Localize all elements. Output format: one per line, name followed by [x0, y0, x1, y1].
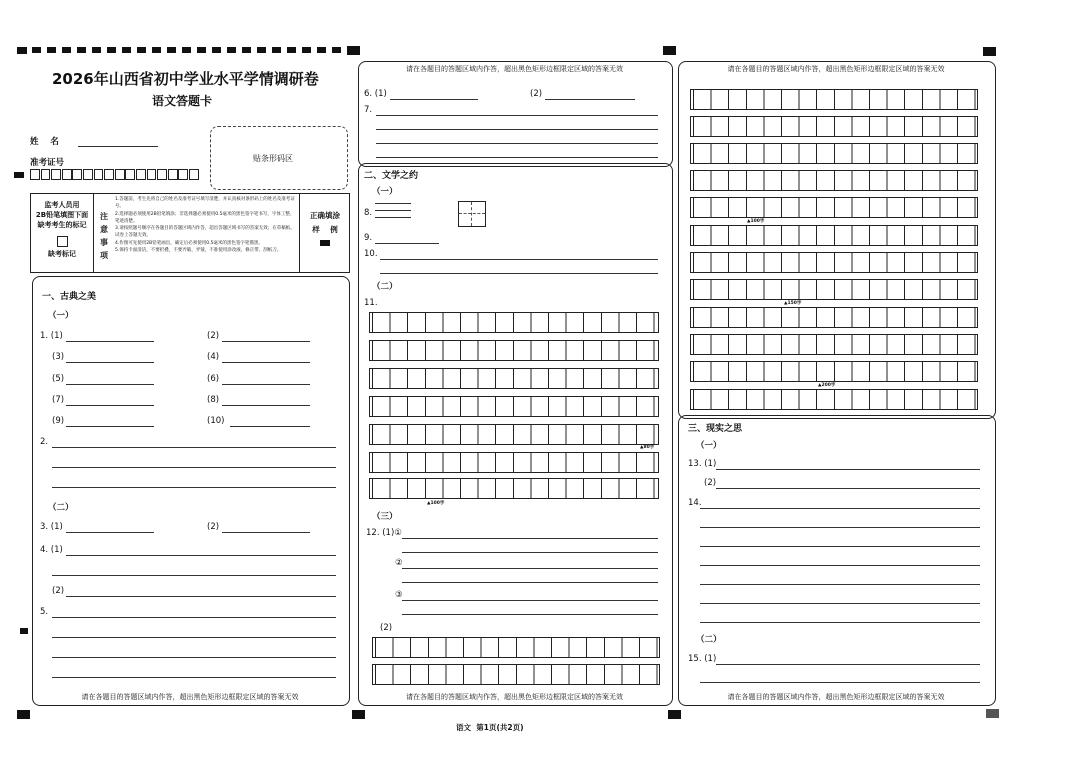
exam-number-digit-box[interactable] — [62, 169, 72, 180]
proctor-instruction — [31, 194, 94, 272]
word-count-marker: ▲80字 — [640, 445, 655, 450]
exam-number-digit-box[interactable] — [189, 169, 199, 180]
exam-number-digit-box[interactable] — [72, 169, 82, 180]
exam-number-digit-box[interactable] — [41, 169, 51, 180]
answer-line[interactable] — [222, 384, 310, 385]
card-subtitle: 语文答题卡 — [152, 94, 213, 108]
subsection-label: （二） — [48, 503, 74, 513]
writing-grid-row[interactable] — [690, 143, 978, 164]
answer-line[interactable] — [716, 488, 980, 489]
answer-line[interactable] — [380, 273, 658, 274]
question-label: 10. — [364, 249, 378, 259]
word-count-marker: ▲150字 — [784, 301, 802, 306]
question-label: ② — [395, 558, 403, 568]
question-label: (2) — [207, 522, 220, 532]
answer-line[interactable] — [66, 405, 154, 406]
writing-grid-row[interactable] — [690, 389, 978, 410]
question-label: 8. — [364, 208, 373, 218]
answer-line[interactable] — [66, 384, 154, 385]
answer-line[interactable] — [222, 341, 310, 342]
timing-dash — [242, 47, 251, 53]
question-label: (2) — [704, 478, 717, 488]
proctor-line: 监考人员用 — [44, 201, 80, 209]
exam-number-digit-box[interactable] — [94, 169, 104, 180]
answer-line[interactable] — [700, 565, 980, 566]
sample-label: 样 例 — [312, 225, 338, 234]
answer-panel-middle-top — [358, 61, 673, 167]
writing-grid-row[interactable] — [369, 396, 659, 417]
writing-grid-row[interactable] — [690, 361, 978, 382]
answer-line[interactable] — [402, 582, 658, 583]
answer-line[interactable] — [52, 575, 336, 576]
writing-grid-row[interactable] — [690, 279, 978, 300]
subsection-label: （一） — [372, 187, 398, 197]
answer-line[interactable] — [700, 682, 980, 683]
answer-line[interactable] — [700, 603, 980, 604]
answer-line[interactable] — [52, 487, 336, 488]
exam-number-digit-box[interactable] — [178, 169, 188, 180]
page-footer: 语文 第1页(共2页) — [456, 723, 524, 732]
note-item: 2.选择题必须使用2B铅笔填涂；非选择题必须使用0.5毫米的黑色签字笔书写，字体工整、笔迹清楚。 — [115, 211, 295, 224]
timing-dash — [167, 47, 176, 53]
question-label: (2) — [530, 89, 543, 99]
note-item: 1.答题前，考生先将自己的姓名及准考证号填写清楚，并认真核对条形码上的姓名及准考证号。 — [115, 197, 295, 210]
subsection-label: （三） — [372, 512, 398, 522]
notes-heading-char: 项 — [100, 251, 108, 260]
writing-grid-row[interactable] — [369, 312, 659, 333]
timing-mark — [668, 710, 681, 719]
timing-mark — [986, 709, 999, 718]
timing-mark — [983, 47, 996, 56]
answer-line[interactable] — [700, 622, 980, 623]
answer-line[interactable] — [52, 637, 336, 638]
answer-line[interactable] — [700, 508, 980, 509]
timing-mark — [17, 47, 27, 54]
answer-line[interactable] — [66, 426, 154, 427]
char-grid-box[interactable] — [458, 201, 486, 227]
timing-dash — [92, 47, 101, 53]
timing-dash — [332, 47, 341, 53]
timing-dash — [287, 47, 296, 53]
question-label: (2) — [52, 586, 65, 596]
section-reality: 三、现实之思 — [688, 424, 743, 434]
barcode-area-label: 贴条形码区 — [253, 154, 293, 163]
question-label: (3) — [52, 352, 65, 362]
boundary-notice: 请在各题目的答题区域内作答，超出黑色矩形边框限定区域的答案无效 — [81, 693, 299, 701]
answer-line[interactable] — [222, 362, 310, 363]
name-label: 姓 名 — [30, 137, 59, 147]
exam-number-digit-box[interactable] — [51, 169, 61, 180]
writing-grid-row[interactable] — [690, 307, 978, 328]
timing-dash — [272, 47, 281, 53]
timing-dash — [77, 47, 86, 53]
answer-line[interactable] — [222, 405, 310, 406]
notes-heading — [97, 210, 111, 262]
boundary-notice: 请在各题目的答题区域内作答，超出黑色矩形边框限定区域的答案无效 — [727, 693, 945, 701]
question-label: 13. (1) — [688, 459, 717, 469]
name-field[interactable] — [78, 146, 158, 147]
writing-grid-row[interactable] — [369, 452, 659, 473]
answer-line[interactable] — [375, 203, 411, 204]
answer-line[interactable] — [402, 614, 658, 615]
answer-line[interactable] — [376, 115, 658, 116]
exam-number-digit-box[interactable] — [157, 169, 167, 180]
timing-dash — [62, 47, 71, 53]
proctor-box — [30, 193, 350, 273]
writing-grid-row[interactable] — [690, 225, 978, 246]
answer-line[interactable] — [52, 447, 336, 448]
timing-dash — [137, 47, 146, 53]
answer-line[interactable] — [66, 532, 154, 533]
sample-box — [299, 194, 350, 272]
question-label: (2) — [207, 331, 220, 341]
answer-line[interactable] — [375, 210, 411, 211]
subsection-label: （二） — [372, 282, 398, 292]
timing-dash — [122, 47, 131, 53]
question-label: (5) — [52, 374, 65, 384]
answer-line[interactable] — [52, 617, 336, 618]
timing-dash — [257, 47, 266, 53]
word-count-marker: ▲100字 — [747, 219, 765, 224]
barcode-area — [210, 126, 348, 190]
timing-dash — [317, 47, 326, 53]
writing-grid-row[interactable] — [690, 252, 978, 273]
notes-heading-char: 注 — [100, 212, 108, 221]
question-label: 3. (1) — [40, 522, 63, 532]
exam-number-digit-box[interactable] — [136, 169, 146, 180]
question-label: (10) — [207, 416, 225, 426]
subsection-label: （一） — [696, 441, 722, 451]
answer-line[interactable] — [376, 157, 658, 158]
question-label: 1. (1) — [40, 331, 63, 341]
question-label: (7) — [52, 395, 65, 405]
timing-dash — [227, 47, 236, 53]
exam-number-digit-box[interactable] — [147, 169, 157, 180]
answer-line[interactable] — [52, 657, 336, 658]
exam-number-label: 准考证号 — [30, 158, 65, 168]
writing-grid-row[interactable] — [690, 116, 978, 137]
answer-line[interactable] — [380, 259, 658, 260]
writing-grid-row[interactable] — [690, 89, 978, 110]
absence-checkbox[interactable] — [57, 236, 68, 247]
timing-mark — [352, 710, 365, 719]
notes-heading-char: 事 — [100, 238, 108, 247]
timing-dash — [182, 47, 191, 53]
filled-sample-mark — [320, 240, 330, 246]
answer-line[interactable] — [66, 362, 154, 363]
answer-line[interactable] — [700, 546, 980, 547]
writing-grid-row[interactable] — [690, 197, 978, 218]
boundary-notice: 请在各题目的答题区域内作答，超出黑色矩形边框限定区域的答案无效 — [727, 65, 945, 73]
sample-label: 正确填涂 — [310, 211, 340, 220]
subsection-label: （一） — [48, 311, 74, 321]
question-label: 4. (1) — [40, 545, 63, 555]
timing-dash — [152, 47, 161, 53]
timing-dash — [47, 47, 56, 53]
section-classical: 一、古典之美 — [42, 292, 97, 302]
answer-line[interactable] — [66, 596, 336, 597]
word-count-marker: ▲100字 — [427, 501, 445, 506]
answer-line[interactable] — [390, 99, 478, 100]
question-label: 12. (1)① — [366, 528, 402, 538]
question-label: (6) — [207, 374, 220, 384]
boundary-notice: 请在各题目的答题区域内作答，超出黑色矩形边框限定区域的答案无效 — [406, 693, 623, 701]
question-label: 2. — [40, 437, 49, 447]
answer-line[interactable] — [52, 467, 336, 468]
answer-line[interactable] — [375, 217, 411, 218]
writing-grid-row[interactable] — [369, 340, 659, 361]
answer-line[interactable] — [66, 555, 336, 556]
answer-line[interactable] — [402, 568, 658, 569]
answer-line[interactable] — [700, 584, 980, 585]
writing-grid-row[interactable] — [372, 637, 660, 658]
writing-grid-row[interactable] — [369, 424, 659, 445]
timing-dash — [107, 47, 116, 53]
notes-list — [115, 196, 297, 254]
absence-mark-label: 缺考标记 — [48, 250, 76, 258]
answer-line[interactable] — [230, 426, 310, 427]
proctor-line: 2B铅笔填图下面 — [35, 211, 89, 219]
boundary-notice: 请在各题目的答题区域内作答，超出黑色矩形边框限定区域的答案无效 — [406, 65, 623, 73]
answer-line[interactable] — [376, 129, 658, 130]
timing-dash — [32, 47, 41, 53]
exam-number-digit-box[interactable] — [104, 169, 114, 180]
question-label: 14. — [688, 498, 702, 508]
timing-dash — [212, 47, 221, 53]
section-literature: 二、文学之约 — [364, 171, 419, 181]
timing-mark — [663, 46, 676, 55]
answer-line[interactable] — [402, 538, 658, 539]
answer-line[interactable] — [376, 143, 658, 144]
exam-number-digit-box[interactable] — [30, 169, 40, 180]
question-label: (2) — [380, 623, 393, 633]
answer-line[interactable] — [545, 99, 635, 100]
timing-mark — [14, 172, 24, 178]
timing-mark — [17, 710, 30, 719]
writing-grid-row[interactable] — [690, 334, 978, 355]
notes-heading-char: 意 — [100, 225, 108, 234]
answer-line[interactable] — [700, 527, 980, 528]
question-label: 9. — [364, 233, 373, 243]
exam-title: 2026年山西省初中学业水平学情调研卷 — [52, 70, 319, 88]
exam-number-digit-box[interactable] — [83, 169, 93, 180]
timing-dash — [197, 47, 206, 53]
writing-grid-row[interactable] — [690, 170, 978, 191]
exam-number-digit-box[interactable] — [168, 169, 178, 180]
exam-number-boxes[interactable] — [30, 169, 210, 181]
word-count-marker: ▲200字 — [818, 383, 836, 388]
question-label: 15. (1) — [688, 654, 717, 664]
answer-line[interactable] — [716, 664, 980, 665]
writing-grid-row[interactable] — [369, 478, 659, 499]
answer-line[interactable] — [375, 243, 439, 244]
writing-grid-row[interactable] — [369, 368, 659, 389]
answer-line[interactable] — [402, 552, 658, 553]
question-label: 7. — [364, 105, 373, 115]
answer-line[interactable] — [402, 600, 658, 601]
question-label: (4) — [207, 352, 220, 362]
note-item: 4.作图可先使用2B铅笔画出，确定后必须使用0.5毫米的黑色签字笔描黑。 — [115, 240, 263, 246]
question-label: 6. (1) — [364, 89, 387, 99]
writing-grid-row[interactable] — [372, 664, 660, 685]
timing-dash — [302, 47, 311, 53]
answer-line[interactable] — [52, 677, 336, 678]
proctor-line: 缺考考生的标记 — [37, 221, 87, 229]
note-item: 3.请按照题号顺序在各题目的答题区域内作答，超出答题区域书写的答案无效；在草稿纸、试卷上答题无效。 — [115, 226, 295, 239]
question-label: 11. — [364, 298, 378, 308]
question-label: (9) — [52, 416, 65, 426]
question-label: (8) — [207, 395, 220, 405]
exam-number-digit-box[interactable] — [115, 169, 125, 180]
subsection-label: （二） — [696, 635, 722, 645]
timing-mark — [20, 628, 28, 634]
question-label: 5. — [40, 607, 49, 617]
answer-line[interactable] — [66, 341, 154, 342]
note-item: 5.保持卡面清洁，不要折叠，不要弄破、弄皱，不准使用涂改液、修正带、刮纸刀。 — [115, 248, 282, 254]
answer-line[interactable] — [716, 469, 980, 470]
answer-line[interactable] — [222, 532, 310, 533]
question-label: ③ — [395, 590, 403, 600]
answer-panel-right — [678, 415, 996, 706]
timing-mark — [347, 46, 360, 55]
exam-number-digit-box[interactable] — [125, 169, 135, 180]
